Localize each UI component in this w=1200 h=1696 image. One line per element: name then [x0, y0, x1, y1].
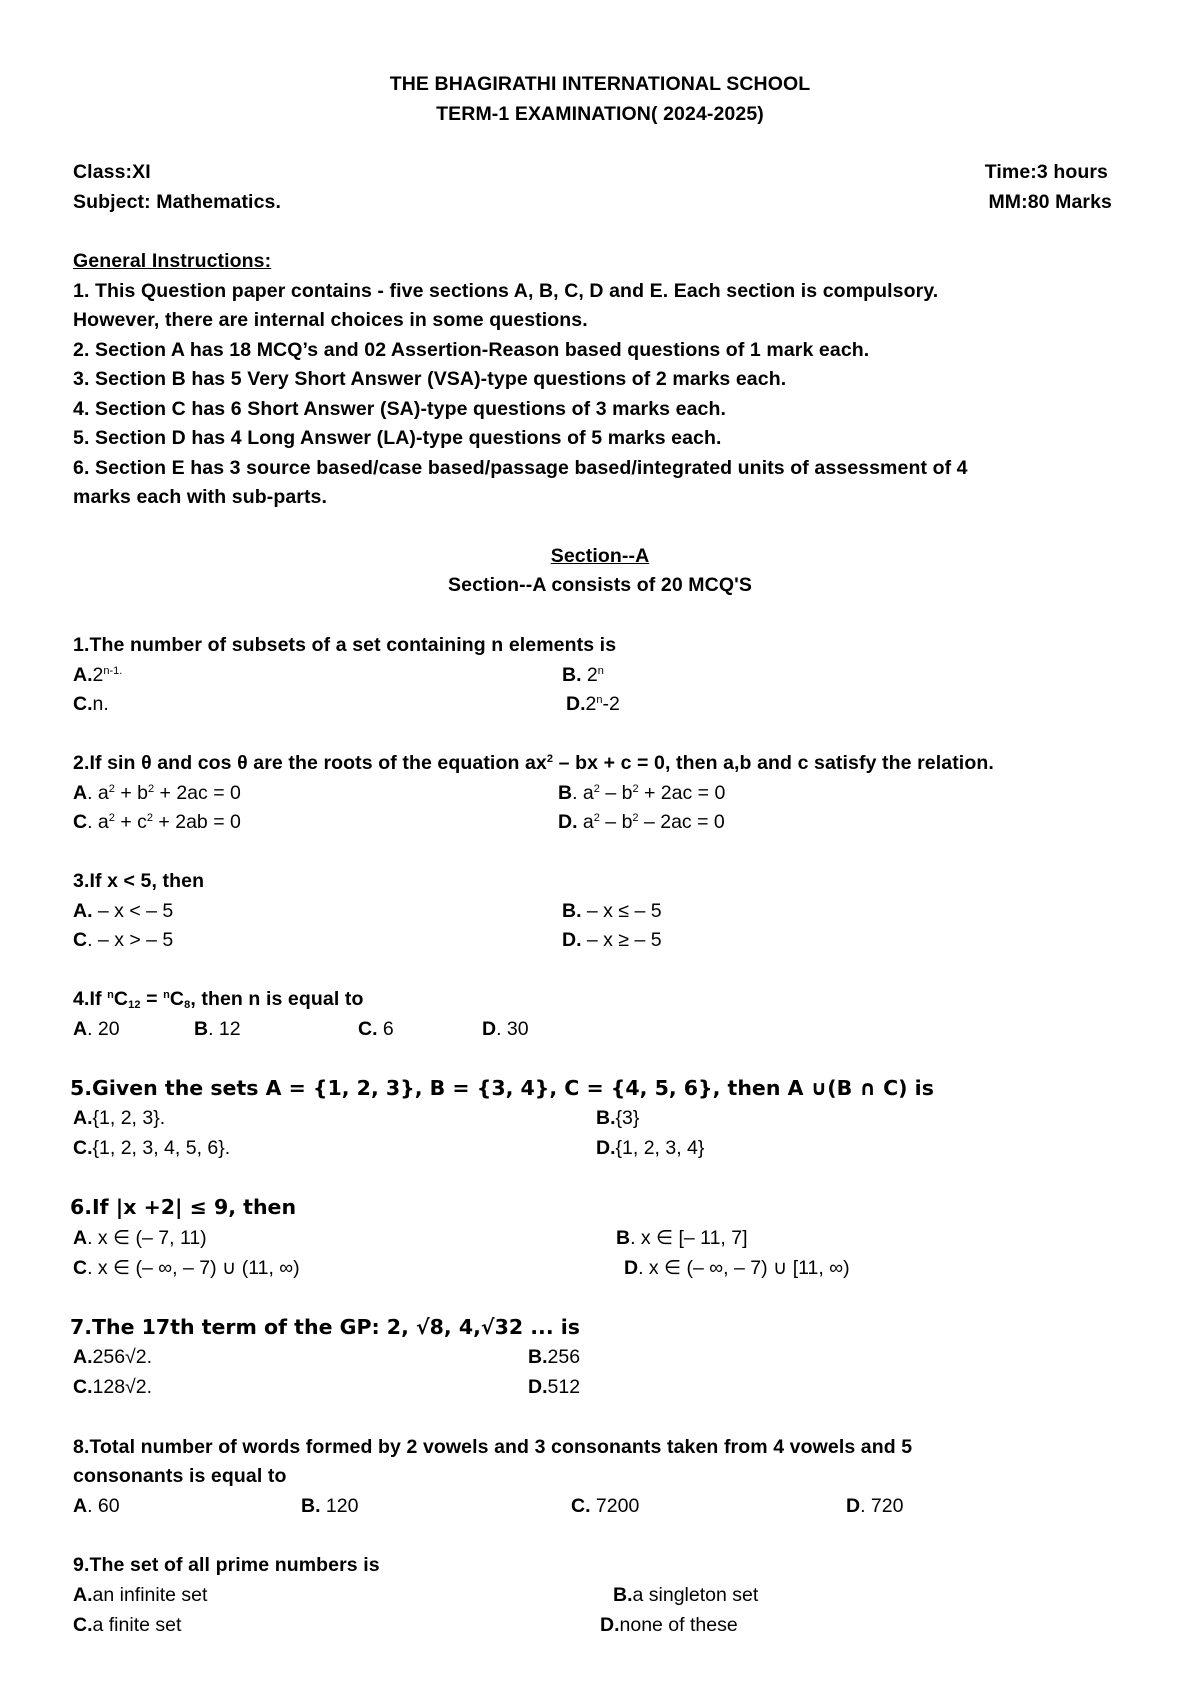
question-8: 8.Total number of words formed by 2 vowels and 3 consonants taken from 4 vowels and 5: [73, 1436, 913, 1458]
question-8-cont: consonants is equal to: [73, 1465, 287, 1487]
question-2: [73, 752, 994, 775]
option-text: {3}: [615, 1107, 640, 1129]
option-text: {1, 2, 3, 4, 5, 6}.: [92, 1137, 231, 1159]
option-label: A.: [73, 1584, 93, 1606]
q8-option-a: [73, 1495, 120, 1518]
option-text: – x < – 5: [92, 900, 174, 922]
option-text: . x ∈ (– 7, 11): [87, 1227, 207, 1249]
option-label: B: [558, 782, 573, 804]
time-label: Time:3 hours: [984, 161, 1108, 183]
option-label: C.: [571, 1495, 591, 1517]
max-marks-label: MM:80 Marks: [988, 191, 1112, 213]
instruction-line: 2. Section A has 18 MCQ’s and 02 Assertion-Reason based questions of 1 mark each.: [73, 339, 870, 361]
option-text: a singleton set: [632, 1584, 759, 1606]
option-text: 256√2.: [92, 1346, 152, 1368]
section-title: [0, 545, 1200, 568]
instruction-line: 4. Section C has 6 Short Answer (SA)-type questions of 3 marks each.: [73, 398, 726, 420]
option-text: . x ∈ [– 11, 7]: [630, 1227, 748, 1249]
option-text: . 20: [87, 1018, 120, 1040]
question-text: – bx + c = 0, then a,b and c satisfy the relation.: [553, 752, 994, 774]
q5-option-d: [596, 1137, 704, 1160]
q4-option-b: [194, 1018, 241, 1041]
option-label: B.: [562, 900, 582, 922]
option-label: A: [73, 1227, 88, 1249]
section-title-text: Section--A: [550, 545, 650, 567]
option-superscript: n: [596, 694, 603, 706]
option-label: B.: [596, 1107, 616, 1129]
q4-option-c: [358, 1018, 394, 1041]
option-label: B.: [301, 1495, 321, 1517]
option-text: . 12: [208, 1018, 241, 1040]
option-superscript: n-1.: [103, 665, 123, 677]
option-text: 128√2.: [92, 1376, 152, 1398]
question-7: 7.The 17th term of the GP: 2, √8, 4,√32 ... is: [70, 1315, 580, 1339]
q7-option-d: [528, 1376, 580, 1399]
option-label: D.: [596, 1137, 616, 1159]
option-text: none of these: [619, 1614, 738, 1636]
option-label: D.: [562, 929, 582, 951]
q6-option-b: [616, 1226, 748, 1250]
option-label: B.: [528, 1346, 548, 1368]
question-9: 9.The set of all prime numbers is: [73, 1554, 380, 1576]
option-label: A.: [73, 1107, 93, 1129]
option-label: D.: [566, 693, 586, 715]
q7-option-b: [528, 1346, 580, 1369]
exponent: 2: [546, 753, 554, 765]
option-label: A.: [73, 900, 93, 922]
option-label: D.: [600, 1614, 620, 1636]
option-label: C: [73, 1257, 88, 1279]
option-label: D: [482, 1018, 497, 1040]
option-superscript: n: [597, 665, 604, 677]
option-label: D.: [528, 1376, 548, 1398]
option-label: A: [73, 1018, 88, 1040]
school-name: THE BHAGIRATHI INTERNATIONAL SCHOOL: [389, 73, 811, 95]
question-text: 4.If: [73, 988, 108, 1010]
q2-option-c: C. $a^2 + c^2 + 2ab = 0$: [73, 811, 241, 833]
question-4: 4.If $^nC_{12} = ^nC_8$, then n is equal to: [73, 988, 364, 1011]
instruction-line: 3. Section B has 5 Very Short Answer (VSA)-type questions of 2 marks each.: [73, 368, 787, 390]
option-tail: -2: [602, 693, 620, 715]
option-base: 2: [585, 693, 597, 715]
instruction-line: However, there are internal choices in some questions.: [73, 309, 588, 331]
option-label: C.: [358, 1018, 378, 1040]
q3-option-c: [73, 929, 173, 952]
q9-option-d: [600, 1614, 738, 1637]
q6-option-a: [73, 1226, 207, 1250]
question-6: 6.If |x +2| ≤ 9, then: [70, 1195, 297, 1219]
q1-option-a: [73, 664, 122, 687]
instructions-heading: General Instructions:: [73, 250, 272, 272]
question-text: 2.If sin θ and cos θ are the roots of the equation ax: [73, 752, 547, 774]
q8-option-b: [301, 1495, 358, 1518]
instruction-line: 1. This Question paper contains - five sections A, B, C, D and E. Each section is compulsory.: [73, 280, 939, 302]
option-label: D.: [558, 811, 578, 833]
option-label: C.: [73, 1614, 93, 1636]
q9-option-b: [613, 1584, 758, 1607]
option-text: . x ∈ (– ∞, – 7) ∪ (11, ∞): [87, 1257, 300, 1279]
question-3: 3.If x < 5, then: [73, 870, 205, 892]
option-text: {1, 2, 3, 4}: [615, 1137, 705, 1159]
option-text: . 60: [87, 1495, 120, 1517]
q5-option-c: [73, 1137, 230, 1160]
option-text: . 30: [496, 1018, 529, 1040]
q3-option-b: [562, 900, 662, 923]
q5-option-a: [73, 1107, 165, 1130]
q4-option-a: [73, 1018, 120, 1041]
q6-option-c: [73, 1256, 300, 1280]
option-label: C: [73, 929, 88, 951]
q8-option-c: [571, 1495, 639, 1518]
class-label: Class:XI: [73, 161, 151, 183]
option-base: 2: [581, 664, 598, 686]
section-subtitle: Section--A consists of 20 MCQ'S: [448, 574, 752, 596]
option-text: – x ≤ – 5: [581, 900, 662, 922]
q2-option-a: A. $a^2 + b^2 + 2ac = 0$: [73, 782, 241, 804]
option-text: an infinite set: [92, 1584, 208, 1606]
option-text: 120: [320, 1495, 359, 1517]
option-label: C: [73, 811, 88, 833]
q6-option-d: [624, 1256, 850, 1280]
option-text: 512: [547, 1376, 581, 1398]
option-text: a finite set: [92, 1614, 182, 1636]
question-1: 1.The number of subsets of a set containing n elements is: [73, 634, 617, 656]
option-text: – x ≥ – 5: [581, 929, 662, 951]
option-label: A.: [73, 1346, 93, 1368]
q3-option-d: [562, 929, 662, 952]
question-5: 5.Given the sets A = {1, 2, 3}, B = {3, 4}, C = {4, 5, 6}, then A ∪(B ∩ C) is: [70, 1076, 934, 1100]
option-label: A: [73, 782, 88, 804]
option-label: B.: [562, 664, 582, 686]
option-label: C.: [73, 693, 93, 715]
instruction-line: 5. Section D has 4 Long Answer (LA)-type questions of 5 marks each.: [73, 427, 722, 449]
q3-option-a: [73, 900, 173, 923]
option-label: C.: [73, 1376, 93, 1398]
option-text: {1, 2, 3}.: [92, 1107, 166, 1129]
instruction-line: 6. Section E has 3 source based/case based/passage based/integrated units of assessment of 4: [73, 457, 968, 479]
exam-title: TERM-1 EXAMINATION( 2024-2025): [436, 103, 764, 125]
option-base: 2: [92, 664, 104, 686]
option-label: B.: [613, 1584, 633, 1606]
option-label: A.: [73, 664, 93, 686]
q1-option-c: [73, 693, 109, 716]
q1-option-d: [566, 693, 620, 716]
option-label: B: [616, 1227, 631, 1249]
q2-option-d: D. $a^2 - b^2 - 2ac = 0$: [558, 811, 725, 833]
q5-option-b: [596, 1107, 639, 1130]
q9-option-c: [73, 1614, 181, 1637]
q7-option-c: [73, 1376, 152, 1399]
option-text: . x ∈ (– ∞, – 7) ∪ [11, ∞): [638, 1257, 850, 1279]
instruction-line: marks each with sub-parts.: [73, 486, 328, 508]
q9-option-a: [73, 1584, 207, 1607]
option-label: A: [73, 1495, 88, 1517]
option-label: D: [846, 1495, 861, 1517]
q8-option-d: [846, 1495, 903, 1518]
q7-option-a: [73, 1346, 152, 1369]
option-text: 256: [547, 1346, 581, 1368]
option-text: 6: [377, 1018, 394, 1040]
option-label: B: [194, 1018, 209, 1040]
q2-option-b: B. $a^2 - b^2 + 2ac = 0$: [558, 782, 726, 804]
option-label: C.: [73, 1137, 93, 1159]
option-label: D: [624, 1257, 639, 1279]
q4-option-d: [482, 1018, 529, 1041]
option-text: . – x > – 5: [87, 929, 174, 951]
subject-label: Subject: Mathematics.: [73, 191, 281, 213]
option-text: 7200: [590, 1495, 640, 1517]
q1-option-b: [562, 664, 604, 687]
option-text: n.: [92, 693, 109, 715]
option-text: . 720: [860, 1495, 904, 1517]
